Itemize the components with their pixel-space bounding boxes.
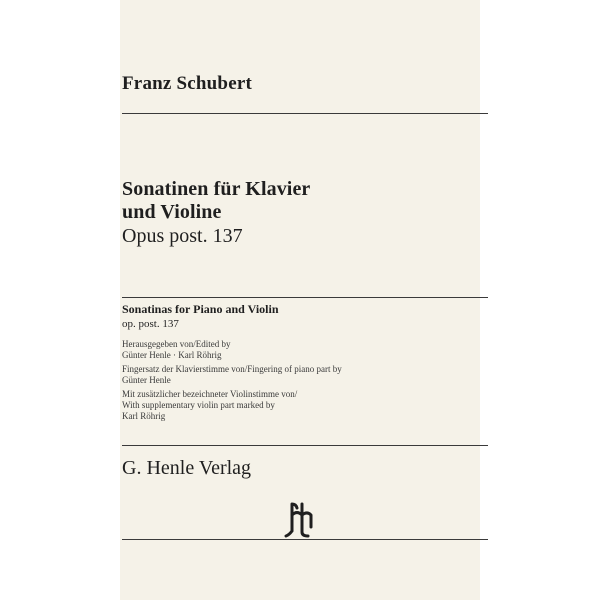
english-opus: op. post. 137	[122, 318, 179, 330]
bottom-divider	[122, 539, 488, 540]
english-title: Sonatinas for Piano and Violin	[122, 302, 279, 316]
edited-by-label: Herausgegeben von/Edited by	[122, 339, 231, 349]
violin-part-line-1: Mit zusätzlicher bezeichneter Violinstimme von/	[122, 389, 298, 399]
composer-name: Franz Schubert	[122, 73, 252, 94]
title-line-2: und Violine	[122, 201, 222, 223]
opus-number: Opus post. 137	[122, 225, 243, 247]
middle-divider	[122, 297, 488, 298]
work-title	[122, 178, 310, 224]
henle-logo-icon	[284, 500, 316, 538]
top-divider	[122, 113, 488, 114]
title-line-1: Sonatinen für Klavier	[122, 178, 311, 200]
publisher-name: G. Henle Verlag	[122, 457, 252, 479]
editors-names: Günter Henle · Karl Röhrig	[122, 350, 222, 360]
violin-part-line-2: With supplementary violin part marked by	[122, 400, 275, 410]
violin-part-name: Karl Röhrig	[122, 411, 166, 421]
fingering-label: Fingersatz der Klavierstimme von/Fingering of piano part by	[122, 364, 342, 374]
fingering-name: Günter Henle	[122, 375, 171, 385]
publisher-top-divider	[122, 445, 488, 446]
